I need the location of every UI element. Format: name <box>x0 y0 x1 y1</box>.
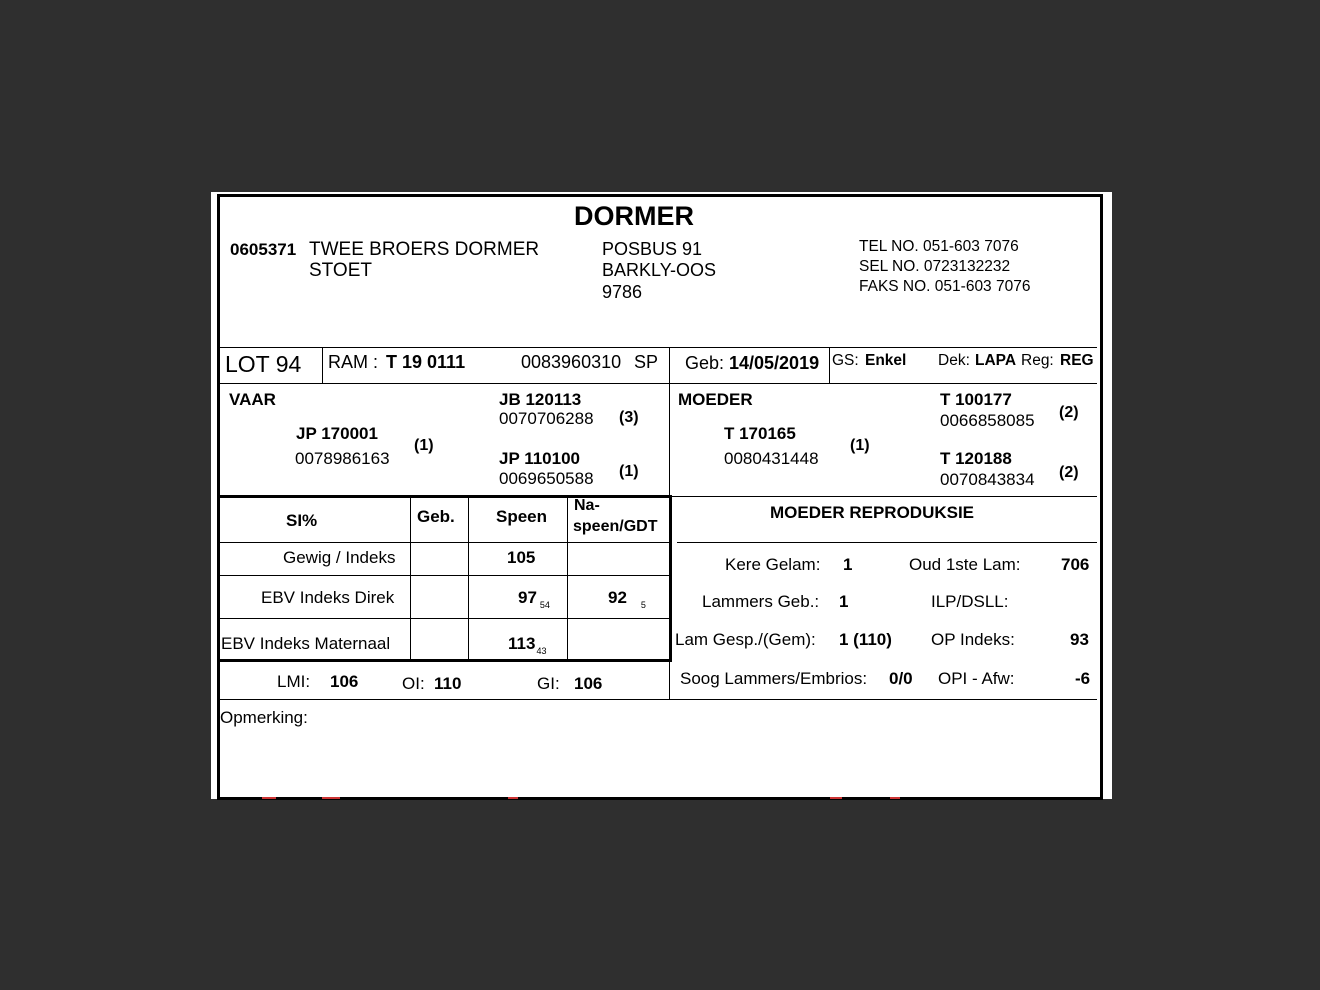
divider <box>677 542 1097 543</box>
breed-title: DORMER <box>574 201 694 231</box>
registration-number: 0083960310 <box>521 352 622 372</box>
dam-number: 0080431448 <box>724 449 819 468</box>
dam-dam-number: 0070843834 <box>940 470 1035 489</box>
naspeen-header-line2: speen/GDT <box>573 518 658 535</box>
breeder-code: 0605371 <box>230 240 297 259</box>
breeder-name-line2: STOET <box>309 260 372 281</box>
ebv-direct-naspeen-value: 92 <box>608 588 627 607</box>
birth-date-label: Geb: <box>685 353 725 373</box>
remarks-label: Opmerking: <box>220 708 308 727</box>
registration-suffix: SP <box>634 352 659 372</box>
ebv-direct-naspeen <box>608 588 646 610</box>
ebv-direct-naspeen-accuracy: 5 <box>640 600 646 610</box>
divider <box>829 347 830 383</box>
ebv-maternal-speen-accuracy: 43 <box>536 646 547 656</box>
dam-sire-number: 0066858085 <box>940 411 1035 430</box>
ram-id: T 19 0111 <box>386 352 466 372</box>
print-mark <box>890 797 900 799</box>
table-row-label: EBV Indeks Maternaal <box>221 634 391 653</box>
table-row-divider <box>220 575 669 576</box>
ebv-direct-speen-value: 97 <box>518 588 537 607</box>
geb-header: Geb. <box>417 507 455 526</box>
fax-number: FAKS NO. 051-603 7076 <box>859 278 1031 295</box>
lambs-born-label: Lammers Geb.: <box>702 592 820 611</box>
reg-value: REG <box>1060 352 1094 369</box>
ebv-direct-speen-accuracy: 54 <box>539 600 550 610</box>
ilp-label: ILP/DSLL: <box>931 592 1009 611</box>
first-lamb-age-label: Oud 1ste Lam: <box>909 555 1021 574</box>
sire-dam-score: (1) <box>619 463 639 480</box>
sire-id: JP 170001 <box>296 424 378 443</box>
dam-sire-score: (2) <box>1059 404 1079 421</box>
dek-label: Dek: <box>938 352 970 369</box>
op-index-label: OP Indeks: <box>931 630 1015 649</box>
table-row-label: EBV Indeks Direk <box>261 588 395 607</box>
lambings-value: 1 <box>843 555 853 574</box>
first-lamb-age-value: 706 <box>1061 555 1090 574</box>
ebv-maternal-speen <box>508 634 547 656</box>
table-col-divider <box>410 497 411 659</box>
address-line: BARKLY-OOS <box>602 260 717 280</box>
divider <box>220 347 1097 348</box>
oi-value: 110 <box>434 674 462 693</box>
birth-date: 14/05/2019 <box>729 353 820 373</box>
oi-label: OI: <box>402 674 425 693</box>
lmi-value: 106 <box>330 672 359 691</box>
cell-number: SEL NO. 0723132232 <box>859 258 1011 275</box>
reproduction-heading: MOEDER REPRODUKSIE <box>770 503 975 522</box>
divider <box>669 347 670 496</box>
ebv-maternal-speen-value: 113 <box>508 634 536 653</box>
address-postcode: 9786 <box>602 282 643 302</box>
gi-label: GI: <box>537 674 560 693</box>
ram-label: RAM : <box>328 352 379 372</box>
si-table-border <box>219 495 671 498</box>
si-table-border <box>669 495 672 662</box>
suckled-lambs-label: Soog Lammers/Embrios: <box>680 669 868 688</box>
dam-dam-id: T 120188 <box>940 449 1012 468</box>
ebv-direct-speen <box>518 588 550 610</box>
sire-sire-number: 0070706288 <box>499 409 594 428</box>
table-row-divider <box>220 542 669 543</box>
table-row-label: Gewig / Indeks <box>283 548 396 567</box>
table-col-divider <box>567 497 568 659</box>
weight-index-speen: 105 <box>507 548 536 567</box>
breeder-name: TWEE BROERS DORMER <box>309 239 540 260</box>
dam-id: T 170165 <box>724 424 796 443</box>
sire-sire-score: (3) <box>619 409 639 426</box>
print-mark <box>322 797 340 799</box>
sire-number: 0078986163 <box>295 449 390 468</box>
sire-heading: VAAR <box>229 390 276 409</box>
sire-sire-id: JB 120113 <box>499 390 582 409</box>
divider <box>220 699 1097 700</box>
print-mark <box>508 797 518 799</box>
dek-value: LAPA <box>975 352 1017 369</box>
opi-deviation-label: OPI - Afw: <box>938 669 1015 688</box>
dam-heading: MOEDER <box>678 390 753 409</box>
divider <box>322 347 323 383</box>
si-table-border <box>219 659 671 662</box>
dam-sire-id: T 100177 <box>940 390 1012 409</box>
lambs-born-value: 1 <box>839 592 849 611</box>
table-row-divider <box>220 618 669 619</box>
opi-deviation-value: -6 <box>1075 669 1091 688</box>
tel-number: TEL NO. 051-603 7076 <box>859 238 1019 255</box>
lmi-label: LMI: <box>277 672 311 691</box>
op-index-value: 93 <box>1070 630 1089 649</box>
sire-dam-number: 0069650588 <box>499 469 594 488</box>
address-line: POSBUS 91 <box>602 239 703 259</box>
lambings-label: Kere Gelam: <box>725 555 821 574</box>
divider <box>220 383 1097 384</box>
lambs-weaned-label: Lam Gesp./(Gem): <box>675 630 816 649</box>
divider <box>669 662 670 699</box>
gs-label: GS: <box>832 352 859 369</box>
sire-score: (1) <box>414 437 434 454</box>
naspeen-header: Na- <box>574 497 600 514</box>
dam-score: (1) <box>850 437 870 454</box>
print-mark <box>262 797 276 799</box>
print-mark <box>830 797 842 799</box>
gi-value: 106 <box>574 674 603 693</box>
divider <box>671 496 1097 497</box>
suckled-lambs-value: 0/0 <box>889 669 913 688</box>
speen-header: Speen <box>496 507 548 526</box>
table-col-divider <box>468 497 469 659</box>
lot-number: LOT 94 <box>225 351 302 377</box>
birth-status: Enkel <box>865 352 907 369</box>
sire-dam-id: JP 110100 <box>499 449 580 468</box>
lambs-weaned-value: 1 (110) <box>839 630 892 649</box>
reg-label: Reg: <box>1021 352 1054 369</box>
dam-dam-score: (2) <box>1059 464 1079 481</box>
si-header: SI% <box>286 511 318 530</box>
